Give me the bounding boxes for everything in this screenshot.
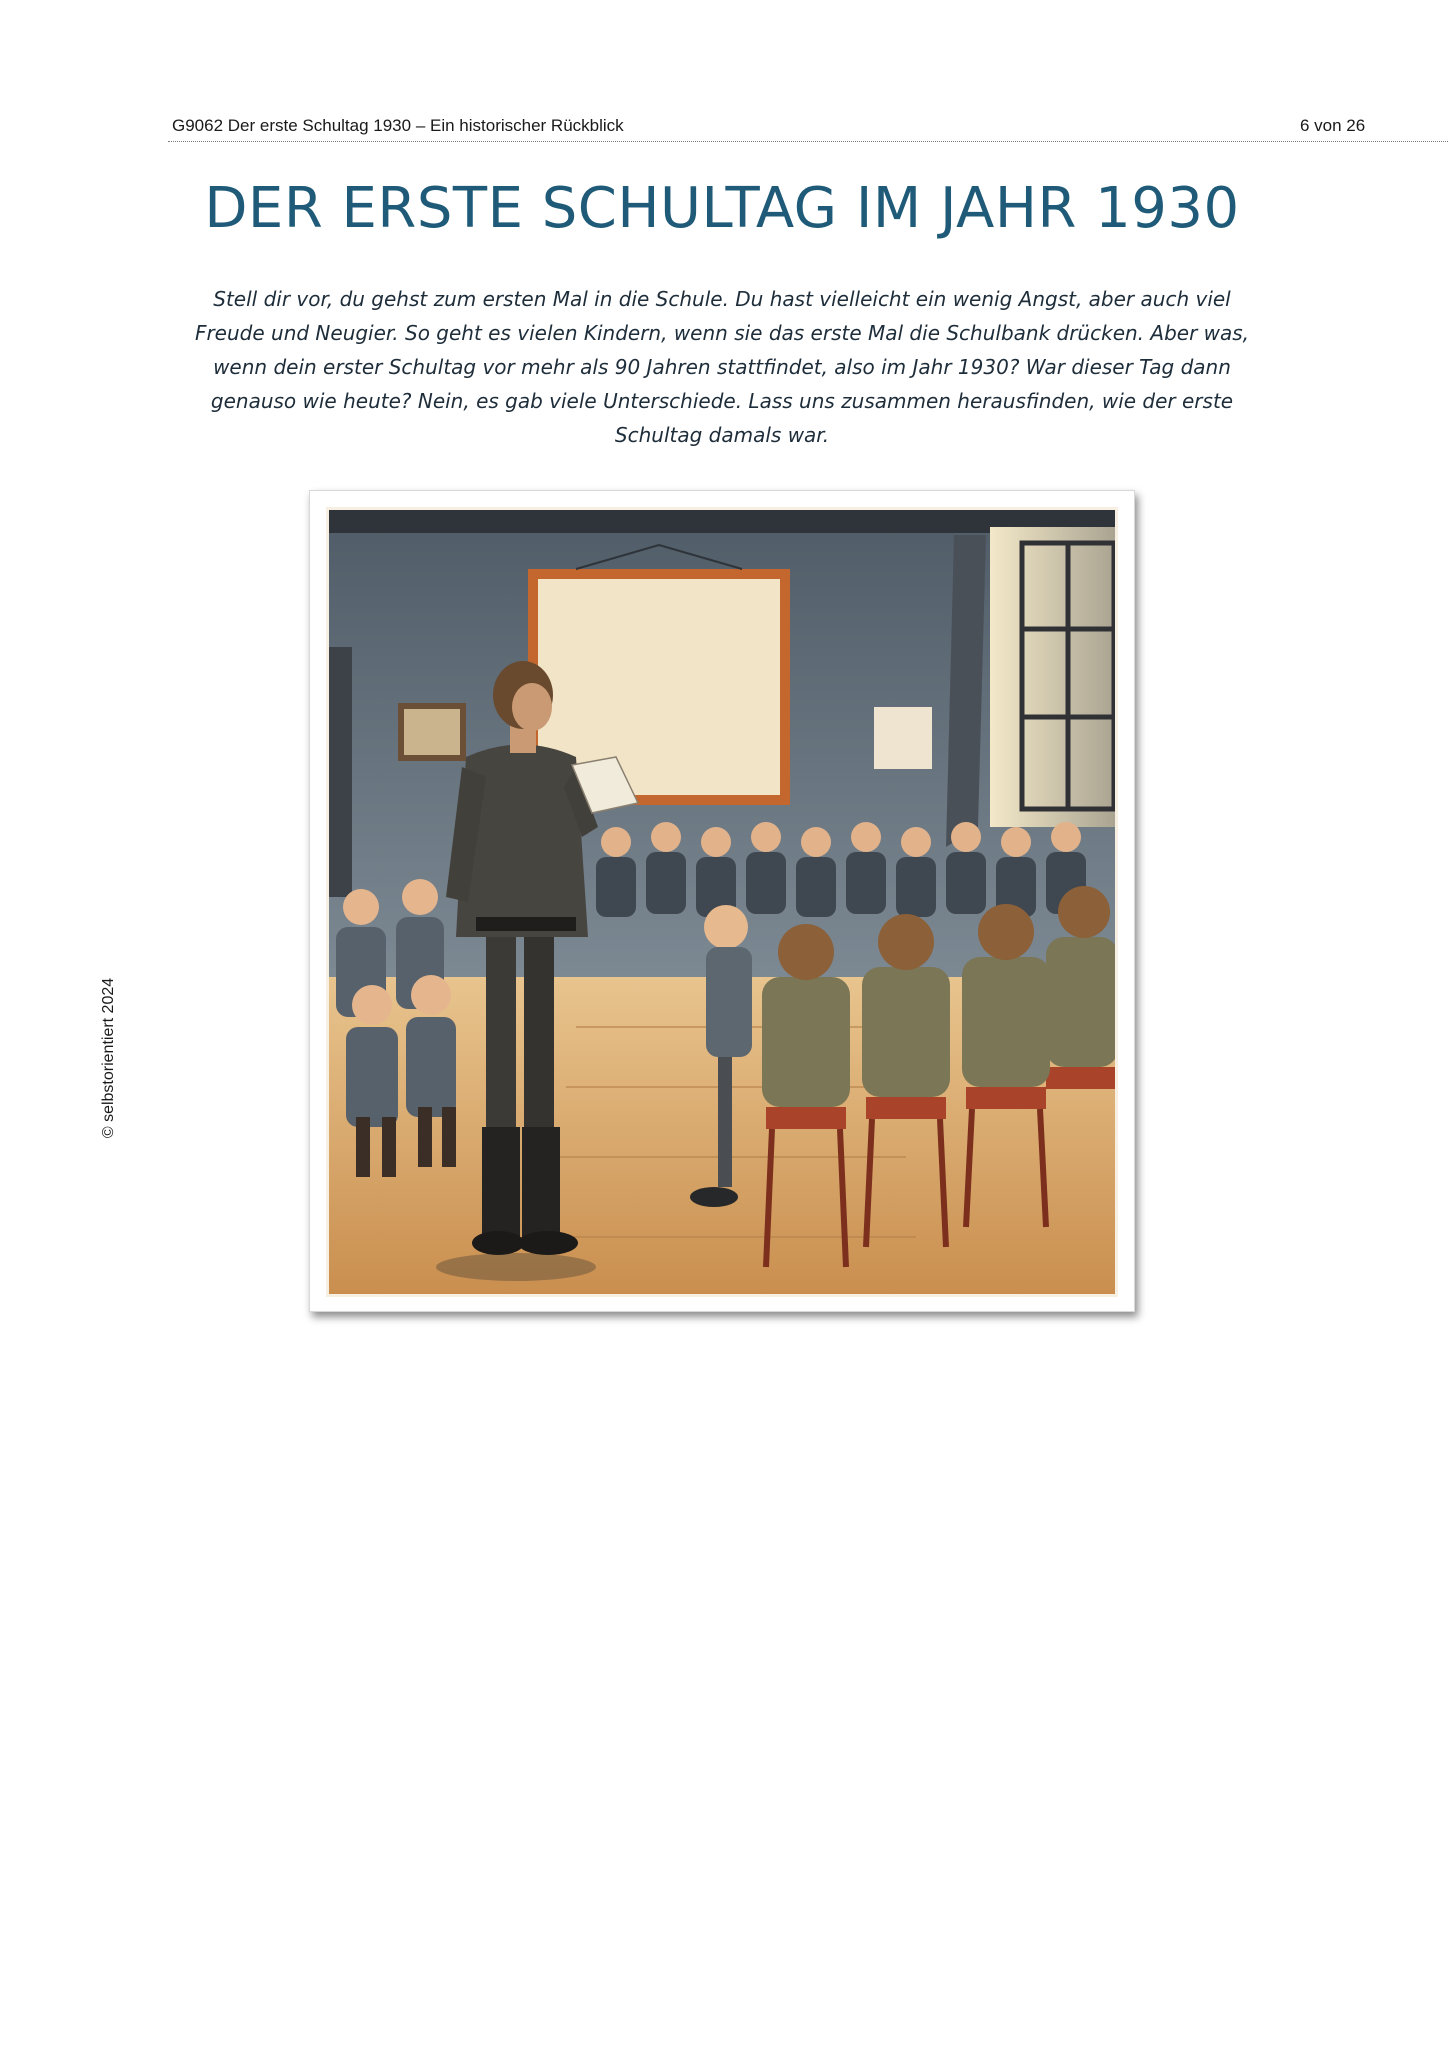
intro-line: genauso wie heute? Nein, es gab viele Unterschiede. Lass uns zusammen herausfinden, wie der erste [210,389,1234,413]
classroom-illustration [326,507,1118,1297]
intro-line: Freude und Neugier. So geht es vielen Kindern, wenn sie das erste Mal die Schulbank drücken. Aber was, [194,321,1250,345]
intro-line: Stell dir vor, du gehst zum ersten Mal in die Schule. Du hast vielleicht ein wenig Angst, aber auch viel [213,287,1231,311]
wall-notice [874,707,932,769]
intro-line: wenn dein erster Schultag vor mehr als 90 Jahren stattfindet, also im Jahr 1930? War dieser Tag dann [213,355,1231,379]
window [990,527,1118,827]
doorway [326,647,352,897]
classroom-illustration-frame [309,490,1135,1312]
intro-line: Schultag damals war. [614,423,830,447]
copyright-note: © selbstorientiert 2024 [100,977,117,1139]
intro-paragraph [168,282,1276,452]
page-header [168,112,1448,142]
document-title: G9062 Der erste Schultag 1930 – Ein historischer Rückblick [172,116,624,135]
page-indicator: 6 von 26 [1300,116,1366,135]
page-title: DER ERSTE SCHULTAG IM JAHR 1930 [204,176,1240,241]
